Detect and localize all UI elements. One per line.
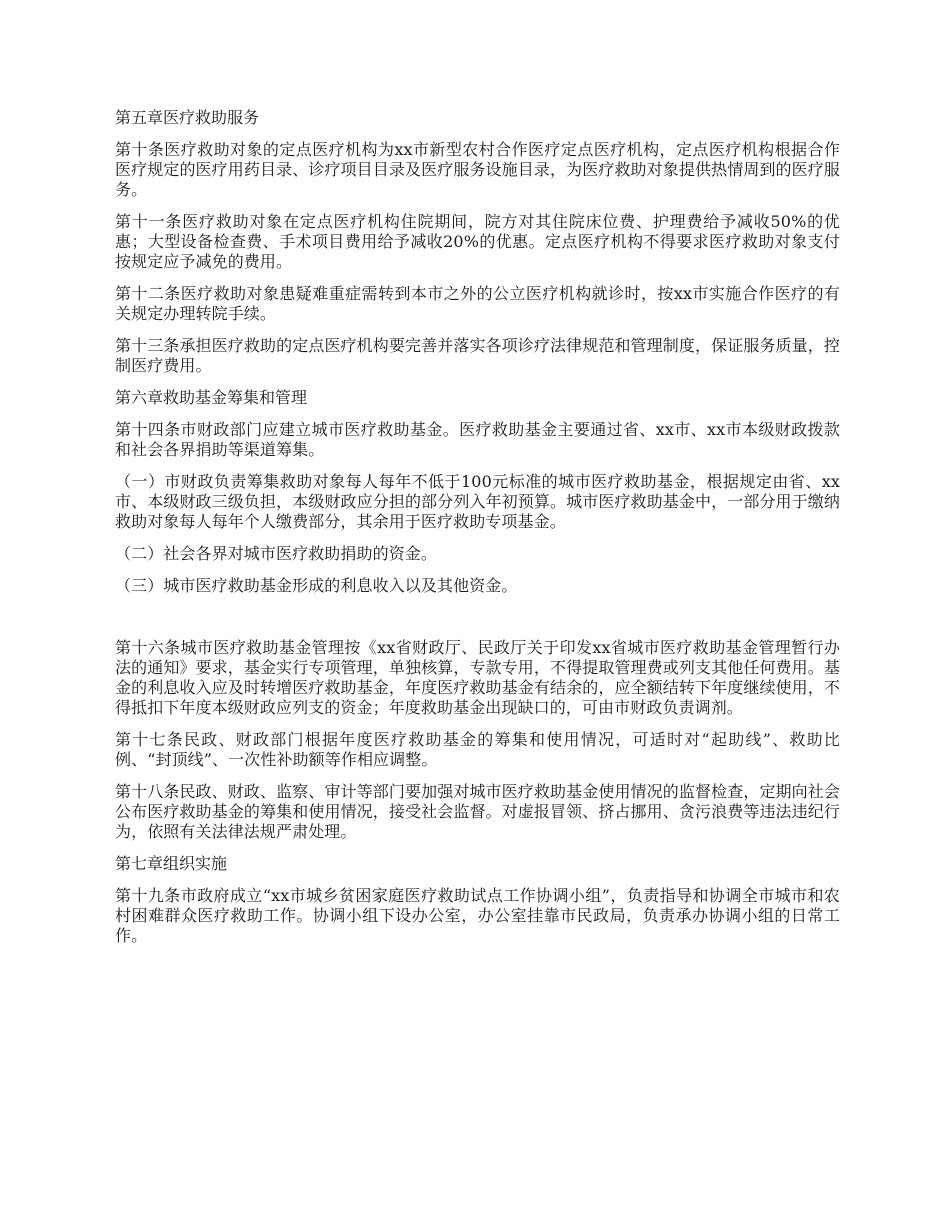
article-12: 第十二条医疗救助对象患疑难重症需转到本市之外的公立医疗机构就诊时，按xx市实施合作医疗的有关规定办理转院手续。 <box>115 284 840 323</box>
chapter-heading-7: 第七章组织实施 <box>115 854 228 873</box>
article-18: 第十八条民政、财政、监察、审计等部门要加强对城市医疗救助基金使用情况的监督检查，定期向社会公布医疗救助基金的筹集和使用情况，接受社会监督。对虚报冒领、挤占挪用、贪污浪费等违法违纪行为，依照有关法律法规严肃处理。 <box>115 782 840 841</box>
article-14: 第十四条市财政部门应建立城市医疗救助基金。医疗救助基金主要通过省、xx市、xx市本级财政拨款和社会各界捐助等渠道筹集。 <box>115 420 840 459</box>
article-17: 第十七条民政、财政部门根据年度医疗救助基金的筹集和使用情况，可适时对“起助线”、救助比例、“封顶线”、一次性补助额等作相应调整。 <box>115 730 840 769</box>
article-19: 第十九条市政府成立“xx市城乡贫困家庭医疗救助试点工作协调小组”，负责指导和协调全市城市和农村困难群众医疗救助工作。协调小组下设办公室，办公室挂靠市民政局，负责承办协调小组的日常工作。 <box>115 886 840 945</box>
article-13: 第十三条承担医疗救助的定点医疗机构要完善并落实各项诊疗法律规范和管理制度，保证服务质量，控制医疗费用。 <box>115 336 840 375</box>
article-11: 第十一条医疗救助对象在定点医疗机构住院期间，院方对其住院床位费、护理费给予减收50%的优惠；大型设备检查费、手术项目费用给予减收20%的优惠。定点医疗机构不得要求医疗救助对象支付按规定应予减免的费用。 <box>115 212 840 271</box>
article-10: 第十条医疗救助对象的定点医疗机构为xx市新型农村合作医疗定点医疗机构，定点医疗机构根据合作医疗规定的医疗用药目录、诊疗项目目录及医疗服务设施目录，为医疗救助对象提供热情周到的医疗服务。 <box>115 140 840 199</box>
document-page <box>115 108 840 958</box>
chapter-heading-6: 第六章救助基金筹集和管理 <box>115 388 308 407</box>
chapter-heading-5: 第五章医疗救助服务 <box>115 108 260 127</box>
article-14-item-1: （一）市财政负责筹集救助对象每人每年不低于100元标准的城市医疗救助基金，根据规定由省、xx市、本级财政三级负担，本级财政应分担的部分列入年初预算。城市医疗救助基金中，一部分用于缴纳救助对象每人每年个人缴费部分，其余用于医疗救助专项基金。 <box>115 472 840 531</box>
blank-gap <box>115 608 840 638</box>
article-16: 第十六条城市医疗救助基金管理按《xx省财政厅、民政厅关于印发xx省城市医疗救助基金管理暂行办法的通知》要求，基金实行专项管理，单独核算，专款专用，不得提取管理费或列支其他任何费用。基金的利息收入应及时转增医疗救助基金，年度医疗救助基金有结余的，应全额结转下年度继续使用，不得抵扣下年度本级财政应列支的资金；年度救助基金出现缺口的，可由市财政负责调剂。 <box>115 638 840 717</box>
article-14-item-3: （三）城市医疗救助基金形成的利息收入以及其他资金。 <box>115 576 518 595</box>
article-14-item-2: （二）社会各界对城市医疗救助捐助的资金。 <box>115 544 438 563</box>
